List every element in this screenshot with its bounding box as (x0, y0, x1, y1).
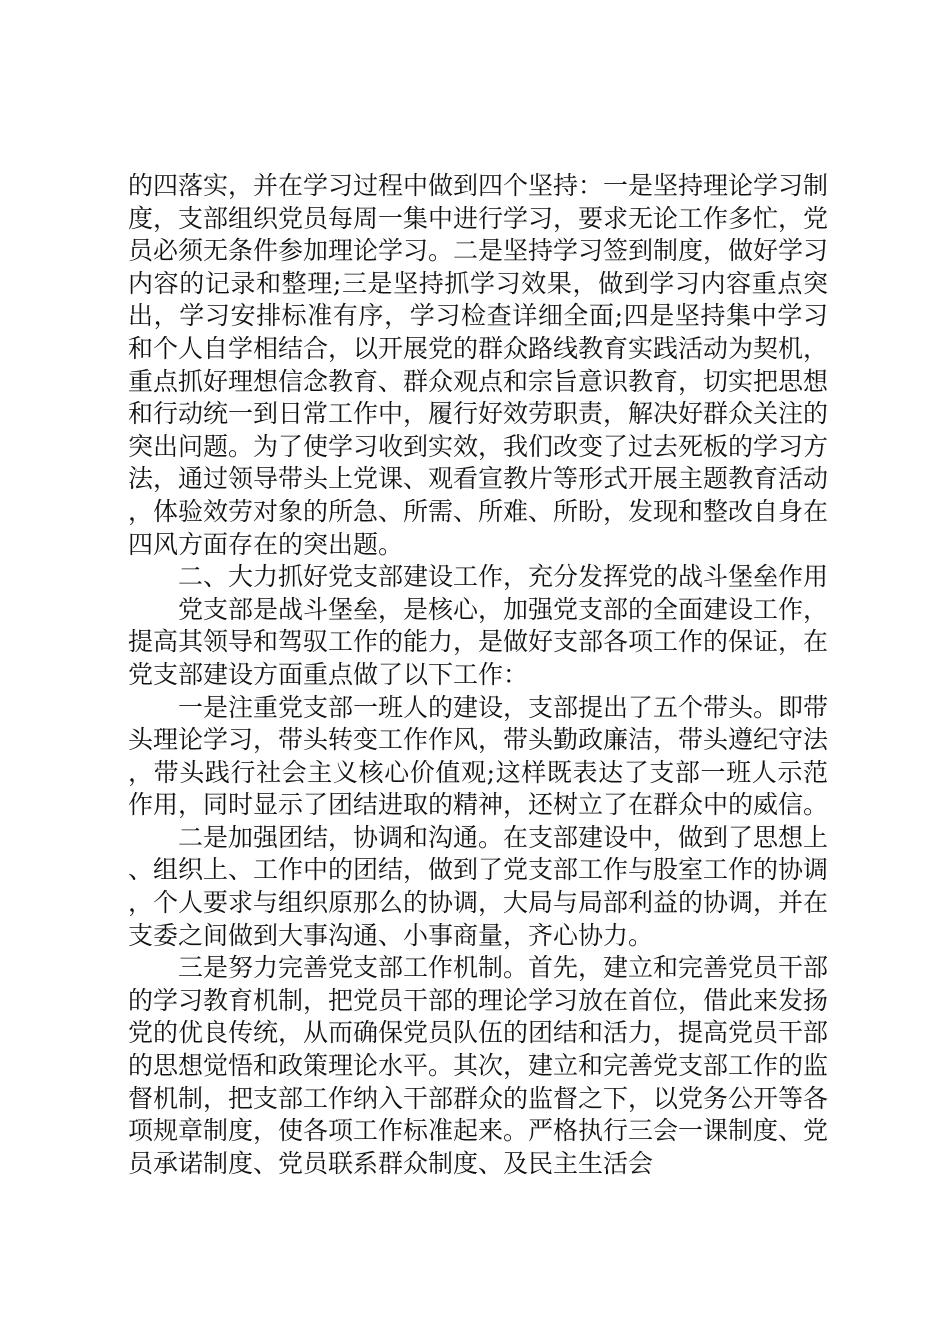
paragraph-branch-core: 党支部是战斗堡垒，是核心，加强党支部的全面建设工作，提高其领导和驾驭工作的能力，是做好支部各项工作的保证，在党支部建设方面重点做了以下工作： (128, 594, 829, 689)
document-body (128, 170, 828, 1180)
paragraph-third-measure: 三是努力完善党支部工作机制。首先，建立和完善党员干部的学习教育机制，把党员干部的理论学习放在首位，借此来发扬党的优良传统，从而确保党员队伍的团结和活力，提高党员干部的思想觉悟和政策理论水平。其次，建立和完善党支部工作的监督机制，把支部工作纳入干部群众的监督之下，以党务公开等各项规章制度，使各项工作标准起来。严格执行三会一课制度、党员承诺制度、党员联系群众制度、及民主生活会 (128, 953, 829, 1178)
paragraph-first-measure: 一是注重党支部一班人的建设，支部提出了五个带头。即带头理论学习，带头转变工作作风，带头勤政廉洁，带头遵纪守法，带头践行社会主义核心价值观;这样既表达了支部一班人示范作用，同时显示了团结进取的精神，还树立了在群众中的威信。 (128, 692, 829, 820)
section-heading-party-branch: 二、大力抓好党支部建设工作，充分发挥党的战斗堡垒作用 (178, 562, 829, 592)
paragraph-study-practice: 的四落实，并在学习过程中做到四个坚持：一是坚持理论学习制度，支部组织党员每周一集中进行学习，要求无论工作多忙，党员必须无条件参加理论学习。二是坚持学习签到制度，做好学习内容的记录和整理;三是坚持抓学习效果，做到学习内容重点突出，学习安排标准有序，学习检查详细全面;四是坚持集中学习和个人自学相结合，以开展党的群众路线教育实践活动为契机，重点抓好理想信念教育、群众观点和宗旨意识教育，切实把思想和行动统一到日常工作中，履行好效劳职责，解决好群众关注的突出问题。为了使学习收到实效，我们改变了过去死板的学习方法，通过领导带头上党课、观看宣教片等形式开展主题教育活动，体验效劳对象的所急、所需、所难、所盼，发现和整改自身在四风方面存在的突出题。 (128, 171, 829, 559)
paragraph-second-measure: 二是加强团结，协调和沟通。在支部建设中，做到了思想上、组织上、工作中的团结，做到了党支部工作与股室工作的协调，个人要求与组织原那么的协调，大局与局部利益的协调，并在支委之间做到大事沟通、小事商量，齐心协力。 (128, 822, 829, 950)
